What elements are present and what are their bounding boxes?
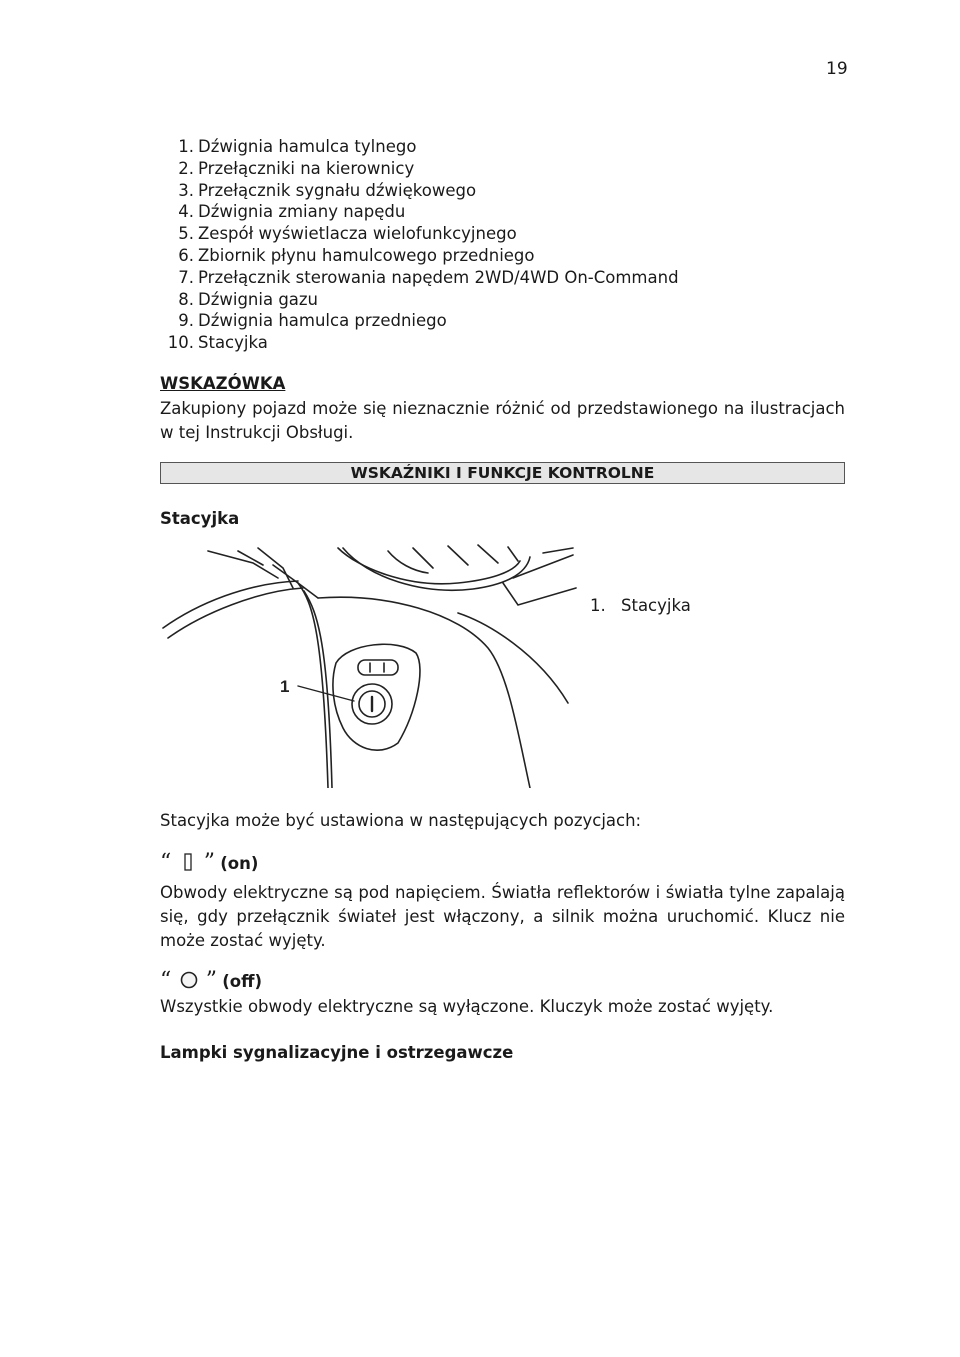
parts-list-text: Przełączniki na kierownicy	[198, 158, 415, 178]
off-label: (off)	[222, 972, 263, 991]
parts-list-item	[160, 136, 679, 158]
section-banner: WSKAŹNIKI I FUNKCJE KONTROLNE	[160, 462, 845, 484]
figure-label	[590, 596, 691, 615]
parts-list-number: 7.	[178, 267, 194, 287]
ignition-off-icon	[179, 970, 199, 990]
figure-label-num: 1.	[590, 596, 606, 615]
positions-intro: Stacyjka może być ustawiona w następujących pozycjach:	[160, 811, 642, 830]
parts-list-text: Zespół wyświetlacza wielofunkcyjnego	[198, 224, 517, 244]
parts-list-number: 2.	[178, 158, 194, 178]
parts-list-number: 6.	[178, 245, 194, 265]
ignition-switch-illustration	[158, 543, 578, 788]
parts-list-item	[160, 289, 679, 311]
note-text: Zakupiony pojazd może się nieznacznie różnić od przedstawionego na ilustracjach w tej Instrukcji Obsługi.	[160, 399, 845, 442]
parts-list-item	[160, 158, 679, 180]
off-open-quote-icon: “	[160, 968, 172, 993]
parts-list-text: Stacyjka	[198, 333, 268, 353]
on-text: Obwody elektryczne są pod napięciem. Światła reflektorów i światła tylne zapalają się, gdy przełącznik świateł jest włączony, a silnik można uruchomić. Klucz nie może zostać wyjęty.	[160, 883, 845, 950]
off-text: Wszystkie obwody elektryczne są wyłączone. Kluczyk może zostać wyjęty.	[160, 997, 774, 1016]
parts-list-number: 5.	[178, 224, 194, 244]
parts-list-item	[160, 332, 679, 354]
parts-list-number: 1.	[178, 137, 194, 156]
parts-list-item	[160, 267, 679, 289]
off-close-quote-icon: ”	[205, 968, 217, 993]
parts-list-item	[160, 310, 679, 332]
parts-list-text: Dźwignia hamulca tylnego	[198, 137, 417, 156]
parts-list-number: 9.	[178, 311, 194, 331]
on-open-quote-icon: “	[160, 850, 172, 875]
on-position-heading	[160, 850, 258, 875]
parts-list-number: 8.	[178, 289, 194, 309]
on-close-quote-icon: ”	[203, 850, 215, 875]
parts-list-text: Dźwignia zmiany napędu	[198, 202, 406, 222]
parts-list	[160, 136, 679, 354]
parts-list-item	[160, 180, 679, 202]
figure-callout: 1	[280, 677, 290, 696]
parts-list-item	[160, 245, 679, 267]
page-number: 19	[826, 59, 848, 79]
parts-list-item	[160, 201, 679, 223]
off-position-heading	[160, 968, 262, 993]
figure-label-text: Stacyjka	[621, 596, 691, 615]
ignition-heading: Stacyjka	[160, 509, 240, 528]
parts-list-number: 4.	[178, 202, 194, 222]
parts-list-text: Przełącznik sygnału dźwiękowego	[198, 180, 477, 200]
ignition-on-icon	[181, 852, 195, 872]
parts-list-text: Dźwignia hamulca przedniego	[198, 311, 447, 331]
parts-list-number: 3.	[178, 180, 194, 200]
on-label: (on)	[220, 854, 259, 873]
parts-list-item	[160, 223, 679, 245]
parts-list-text: Przełącznik sterowania napędem 2WD/4WD On-Command	[198, 267, 679, 287]
parts-list-text: Zbiornik płynu hamulcowego przedniego	[198, 245, 535, 265]
lamps-heading: Lampki sygnalizacyjne i ostrzegawcze	[160, 1043, 514, 1062]
parts-list-number: 10.	[167, 333, 194, 353]
parts-list-text: Dźwignia gazu	[198, 289, 319, 309]
note-heading: WSKAZÓWKA	[160, 374, 286, 393]
